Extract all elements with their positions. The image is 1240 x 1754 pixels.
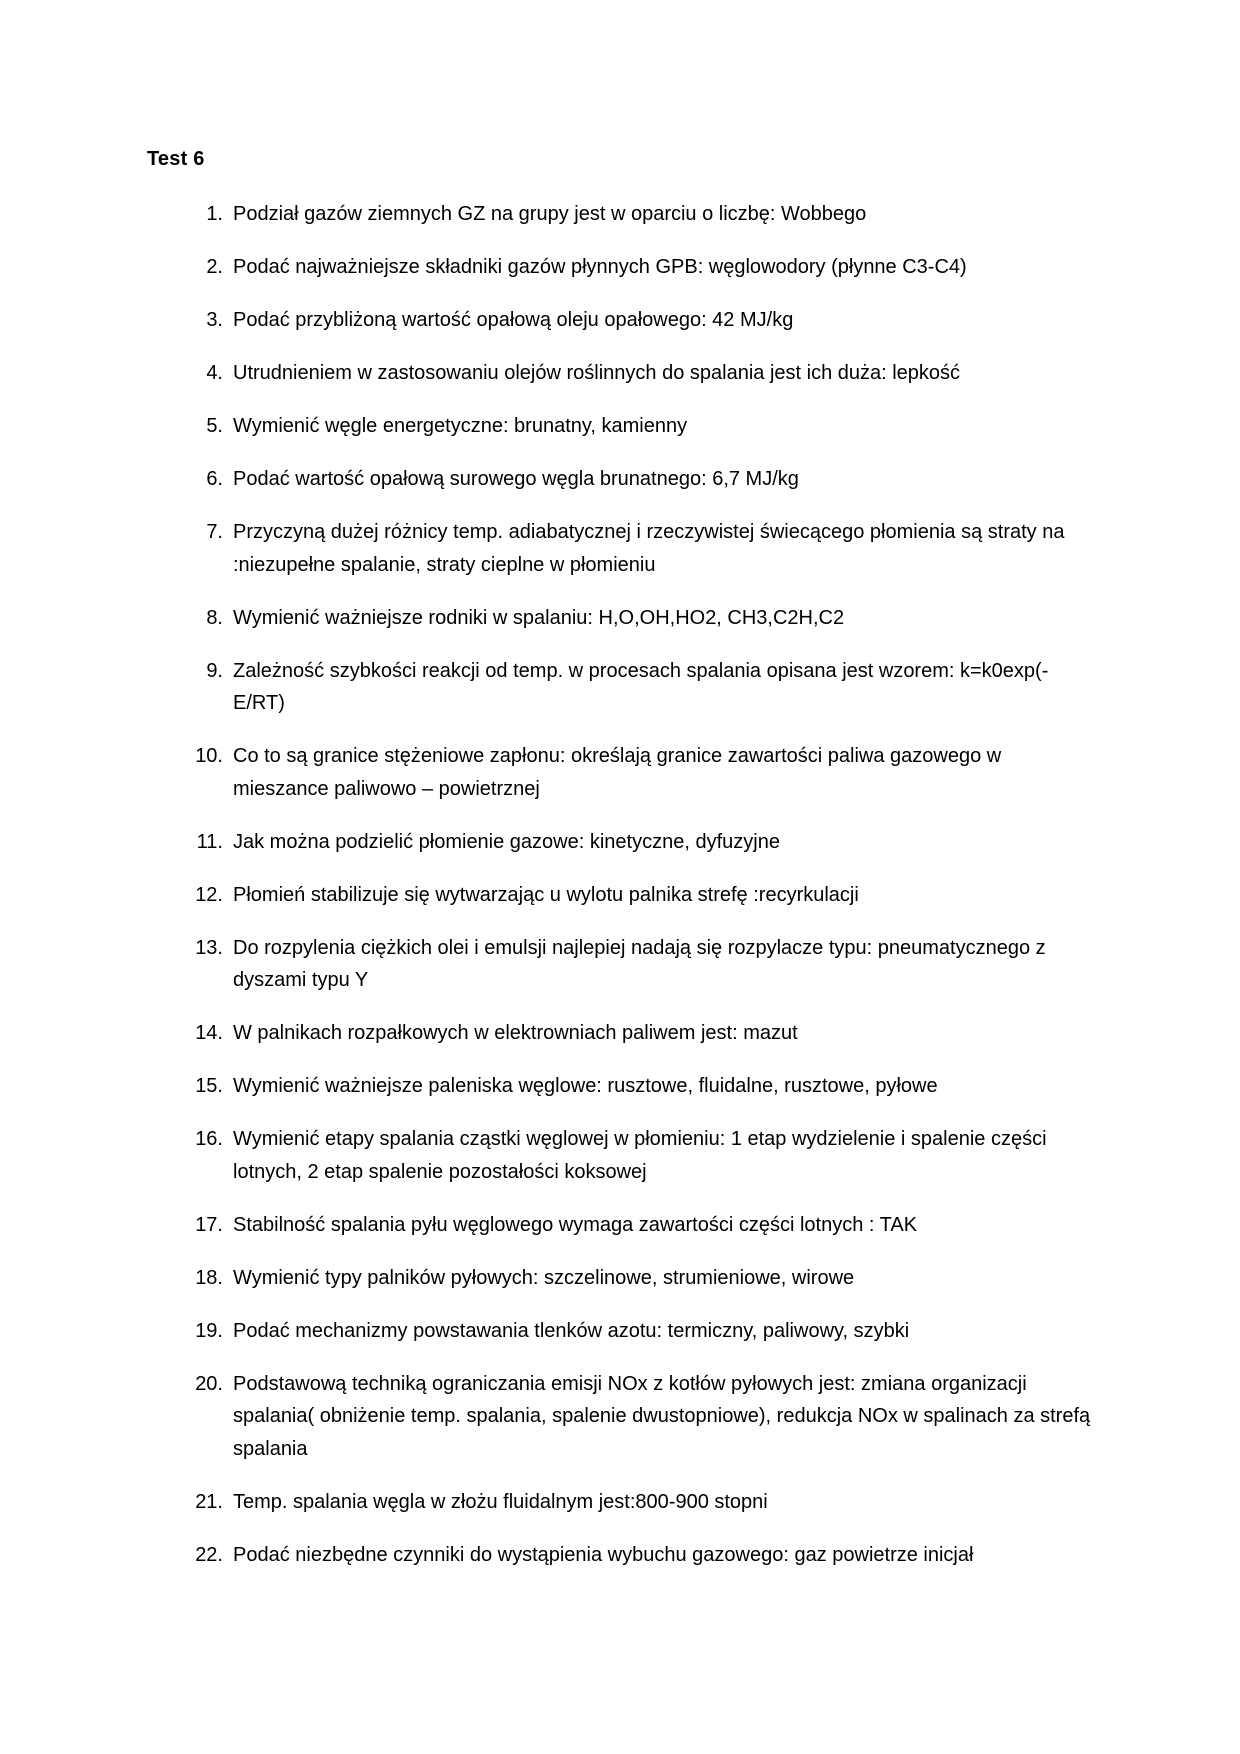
item-number: 3.: [206, 309, 223, 331]
item-number: 16.: [195, 1128, 223, 1150]
list-item: [160, 1262, 1095, 1295]
item-text: Podać mechanizmy powstawania tlenków azotu: termiczny, paliwowy, szybki: [233, 1319, 910, 1342]
list-item: [160, 304, 1095, 337]
item-text: Wymienić ważniejsze paleniska węglowe: rusztowe, fluidalne, rusztowe, pyłowe: [233, 1075, 938, 1097]
list-item: [160, 516, 1095, 581]
item-number: 12.: [195, 883, 223, 906]
item-number: 20.: [195, 1372, 223, 1395]
list-item: [160, 1017, 1095, 1050]
item-text: Jak można podzielić płomienie gazowe: kinetyczne, dyfuzyjne: [233, 830, 780, 853]
item-text: Do rozpylenia ciężkich olei i emulsji najlepiej nadają się rozpylacze typu: pneumatycznego z dyszami typu Y: [233, 936, 1046, 991]
list-item: [160, 826, 1095, 859]
list-item: [160, 1209, 1095, 1242]
item-text: Podać niezbędne czynniki do wystąpienia wybuchu gazowego: gaz powietrze inicjał: [233, 1543, 974, 1566]
item-text: W palnikach rozpałkowych w elektrowniach paliwem jest: mazut: [233, 1022, 798, 1044]
list-item: [160, 357, 1095, 390]
list-item: [160, 463, 1095, 496]
list-item: [160, 932, 1095, 997]
item-text: Wymienić typy palników pyłowych: szczelinowe, strumieniowe, wirowe: [233, 1266, 855, 1289]
item-number: 13.: [195, 936, 223, 959]
item-number: 8.: [206, 606, 223, 629]
list-item: [160, 1315, 1095, 1348]
item-text: Wymienić ważniejsze rodniki w spalaniu: H,O,OH,HO2, CH3,C2H,C2: [233, 606, 845, 629]
item-text: Podać wartość opałową surowego węgla brunatnego: 6,7 MJ/kg: [233, 468, 799, 490]
list-item: [160, 655, 1095, 720]
item-text: Płomień stabilizuje się wytwarzając u wylotu palnika strefę :recyrkulacji: [233, 883, 859, 906]
page-title: Test 6: [147, 148, 205, 170]
list-item: [160, 879, 1095, 912]
item-text: Stabilność spalania pyłu węglowego wymaga zawartości części lotnych : TAK: [233, 1213, 918, 1236]
item-number: 7.: [206, 521, 223, 543]
list-item: [160, 602, 1095, 635]
item-number: 18.: [195, 1266, 223, 1289]
item-number: 6.: [206, 468, 223, 490]
question-list: [160, 198, 1095, 1592]
list-item: [160, 1070, 1095, 1103]
item-text: Podać najważniejsze składniki gazów płynnych GPB: węglowodory (płynne C3-C4): [233, 256, 967, 278]
list-item: [160, 251, 1095, 284]
item-number: 17.: [195, 1213, 223, 1236]
item-text: Podstawową techniką ograniczania emisji NOx z kotłów pyłowych jest: zmiana organizacji spalania( obniżenie temp. spalania, spalenie dwustopniowe), redukcja NOx w spalinach za strefą spalania: [233, 1372, 1091, 1460]
item-number: 9.: [206, 659, 223, 682]
item-number: 19.: [195, 1319, 223, 1342]
list-item: [160, 1539, 1095, 1572]
item-number: 11.: [196, 830, 223, 853]
item-number: 22.: [195, 1543, 223, 1566]
list-item: [160, 1123, 1095, 1188]
item-text: Wymienić węgle energetyczne: brunatny, kamienny: [233, 415, 688, 437]
item-number: 5.: [206, 415, 223, 437]
item-number: 15.: [195, 1075, 223, 1097]
item-number: 1.: [206, 203, 223, 225]
item-text: Przyczyną dużej różnicy temp. adiabatycznej i rzeczywistej świecącego płomienia są straty na :niezupełne spalanie, straty cieplne w płomieniu: [233, 521, 1065, 576]
list-item: [160, 410, 1095, 443]
item-text: Co to są granice stężeniowe zapłonu: określają granice zawartości paliwa gazowego w mieszance paliwowo – powietrznej: [233, 745, 1002, 800]
item-text: Temp. spalania węgla w złożu fluidalnym jest:800-900 stopni: [233, 1490, 768, 1513]
item-text: Utrudnieniem w zastosowaniu olejów roślinnych do spalania jest ich duża: lepkość: [233, 362, 961, 384]
item-text: Wymienić etapy spalania cząstki węglowej w płomieniu: 1 etap wydzielenie i spalenie części lotnych, 2 etap spalenie pozostałości koksowej: [233, 1128, 1047, 1183]
item-number: 10.: [195, 745, 223, 767]
item-number: 4.: [206, 362, 223, 384]
item-text: Podział gazów ziemnych GZ na grupy jest w oparciu o liczbę: Wobbego: [233, 203, 867, 225]
item-number: 21.: [195, 1490, 223, 1513]
list-item: [160, 1368, 1095, 1466]
list-item: [160, 1486, 1095, 1519]
item-number: 2.: [206, 256, 223, 278]
item-number: 14.: [195, 1022, 223, 1044]
list-item: [160, 740, 1095, 805]
list-item: [160, 198, 1095, 231]
item-text: Zależność szybkości reakcji od temp. w procesach spalania opisana jest wzorem: k=k0exp(-E/RT): [233, 659, 1049, 714]
item-text: Podać przybliżoną wartość opałową oleju opałowego: 42 MJ/kg: [233, 309, 794, 331]
